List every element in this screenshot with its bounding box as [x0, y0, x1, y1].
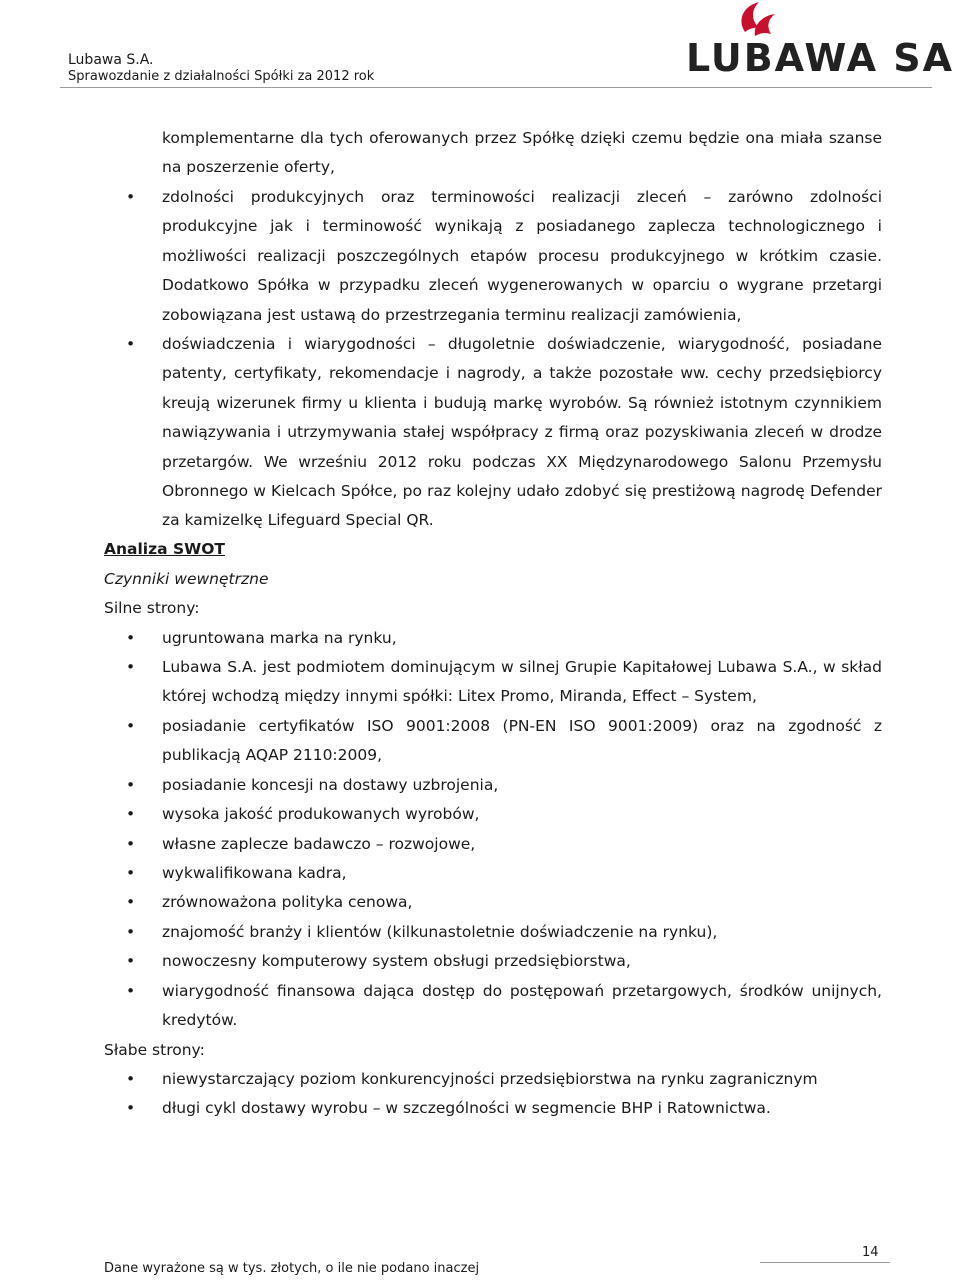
header-divider: [60, 87, 932, 88]
bullet-icon: •: [126, 188, 136, 206]
swot-subtitle: Czynniki wewnętrzne: [104, 570, 269, 588]
bullet-icon: •: [126, 805, 136, 823]
strength-item: ugruntowana marka na rynku,: [162, 629, 397, 647]
strength-item: posiadanie certyfikatów ISO 9001:2008 (PN-EN ISO 9001:2009) oraz na zgodność z publikacją AQAP 2110:2009,: [162, 717, 882, 765]
bullet-icon: •: [126, 923, 136, 941]
bullet-icon: •: [126, 776, 136, 794]
bullet-icon: •: [126, 1070, 136, 1088]
weakness-item: niewystarczający poziom konkurencyjności przedsiębiorstwa na rynku zagranicznym: [162, 1070, 818, 1088]
strength-item: wysoka jakość produkowanych wyrobów,: [162, 805, 480, 823]
bullet-icon: •: [126, 835, 136, 853]
footer-divider: [760, 1262, 890, 1263]
header-company: Lubawa S.A.: [68, 52, 154, 68]
strengths-label: Silne strony:: [104, 599, 200, 617]
strength-item: nowoczesny komputerowy system obsługi przedsiębiorstwa,: [162, 952, 631, 970]
strength-item: Lubawa S.A. jest podmiotem dominującym w silnej Grupie Kapitałowej Lubawa S.A., w skład której wchodzą między innymi spółki: Litex Promo, Miranda, Effect – System,: [162, 658, 882, 706]
strength-item: posiadanie koncesji na dostawy uzbrojenia,: [162, 776, 499, 794]
intro-bullet-text: doświadczenia i wiarygodności – długoletnie doświadczenie, wiarygodność, posiadane patenty, certyfikaty, rekomendacje i nagrody, a także pozostałe ww. cechy przedsiębiorcy kreują wizerunek firmy u klienta i budują markę wyrobów. Są również istotnym czynnikiem nawiązywania i utrzymywania stałej współpracy z firmą oraz pozyskiwania zleceń w drodze przetargów. We wrześniu 2012 roku podczas XX Międzynarodowego Salonu Przemysłu Obronnego w Kielcach Spółce, po raz kolejny udało zdobyć się prestiżową nagrodę Defender za kamizelkę Lifeguard Special QR.: [162, 335, 882, 530]
bullet-icon: •: [126, 335, 136, 353]
strength-item: własne zaplecze badawczo – rozwojowe,: [162, 835, 476, 853]
footer-note: Dane wyrażone są w tys. złotych, o ile nie podano inaczej: [104, 1261, 480, 1276]
bullet-icon: •: [126, 658, 136, 676]
weakness-item: długi cykl dostawy wyrobu – w szczególności w segmencie BHP i Ratownictwa.: [162, 1099, 771, 1117]
strength-item: wiarygodność finansowa dająca dostęp do postępowań przetargowych, środków unijnych, kredytów.: [162, 982, 882, 1030]
bullet-icon: •: [126, 1099, 136, 1117]
bullet-icon: •: [126, 629, 136, 647]
strength-item: znajomość branży i klientów (kilkunastoletnie doświadczenie na rynku),: [162, 923, 718, 941]
intro-bullet-text: zdolności produkcyjnych oraz terminowości realizacji zleceń – zarówno zdolności produkcyjne jak i terminowość wynikają z posiadanego zaplecza technologicznego i możliwości realizacji poszczególnych etapów procesu produkcyjnego w krótkim czasie. Dodatkowo Spółka w przypadku zleceń wygenerowanych w oparciu o wygrane przetargi zobowiązana jest ustawą do przestrzegania terminu realizacji zamówienia,: [162, 188, 882, 324]
intro-continued-paragraph: komplementarne dla tych oferowanych przez Spółkę dzięki czemu będzie ona miała szanse na poszerzenie oferty,: [162, 129, 882, 177]
strength-item: wykwalifikowana kadra,: [162, 864, 347, 882]
weaknesses-label: Słabe strony:: [104, 1041, 205, 1059]
bullet-icon: •: [126, 893, 136, 911]
page-number: 14: [862, 1245, 879, 1260]
bullet-icon: •: [126, 717, 136, 735]
bullet-icon: •: [126, 952, 136, 970]
bullet-icon: •: [126, 982, 136, 1000]
header-subtitle: Sprawozdanie z działalności Spółki za 2012 rok: [68, 69, 375, 84]
lubawa-logo-mark-icon: [725, 0, 785, 40]
lubawa-logo-text: LUBAWA SA: [686, 36, 955, 80]
swot-title: Analiza SWOT: [104, 540, 226, 558]
strength-item: zrównoważona polityka cenowa,: [162, 893, 413, 911]
bullet-icon: •: [126, 864, 136, 882]
